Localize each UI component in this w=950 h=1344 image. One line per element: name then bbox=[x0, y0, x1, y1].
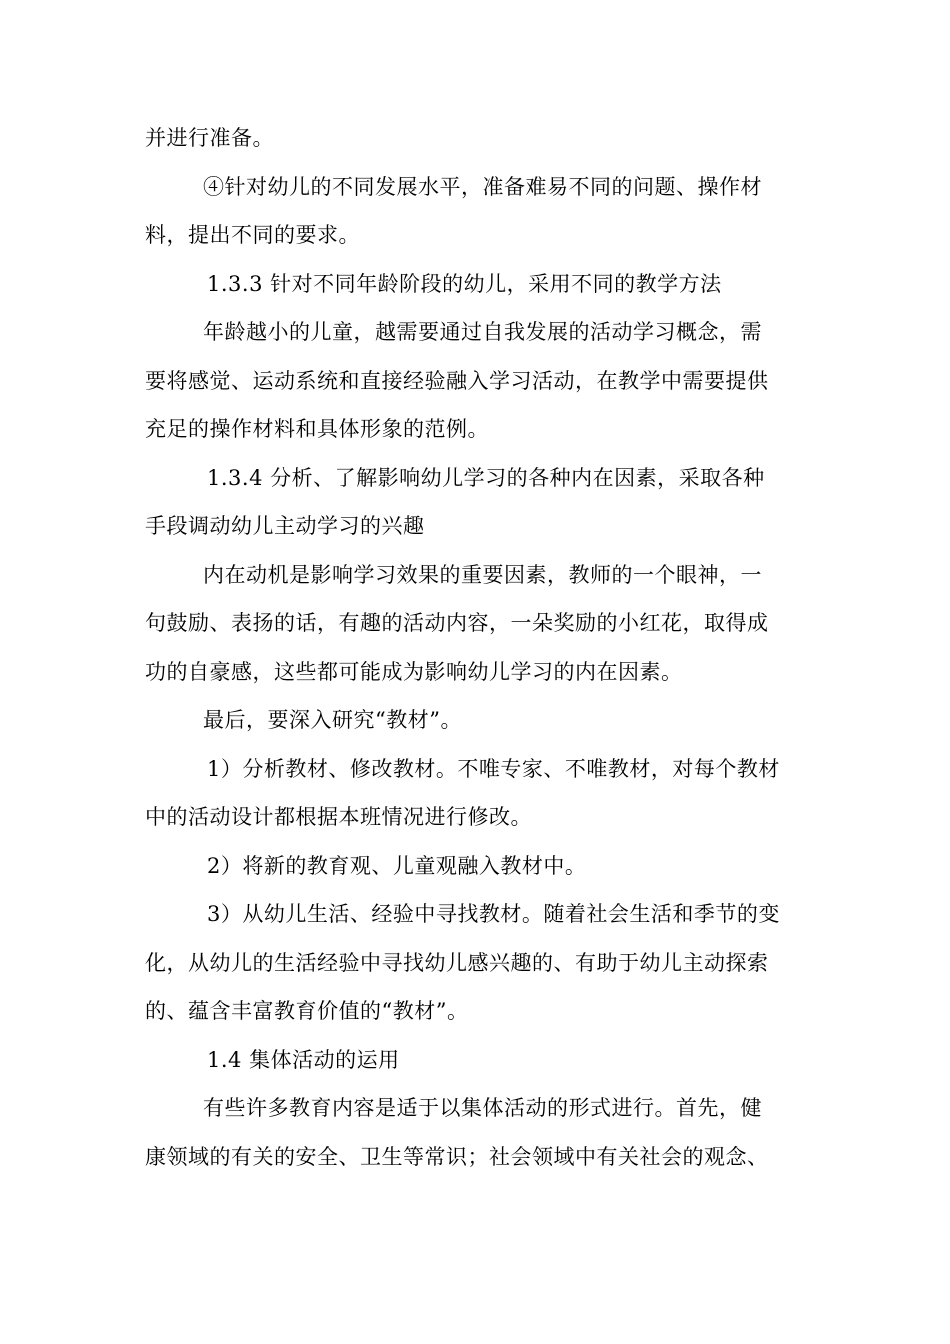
section-heading: 1.3.3 针对不同年龄阶段的幼儿，采用不同的教学方法 bbox=[207, 271, 722, 296]
list-item: 1）分析教材、修改教材。不唯专家、不唯教材，对每个教材 bbox=[207, 756, 780, 781]
paragraph-line: 最后，要深入研究“教材”。 bbox=[203, 708, 462, 732]
list-item-continued: 的、蕴含丰富教育价值的“教材”。 bbox=[145, 999, 469, 1023]
paragraph-line: 料，提出不同的要求。 bbox=[145, 223, 360, 247]
paragraph-line: 内在动机是影响学习效果的重要因素，教师的一个眼神，一 bbox=[203, 562, 762, 587]
paragraph-line: 康领域的有关的安全、卫生等常识；社会领域中有关社会的观念、 bbox=[145, 1144, 769, 1169]
paragraph-line: 功的自豪感，这些都可能成为影响幼儿学习的内在因素。 bbox=[145, 659, 683, 684]
paragraph-line: ④针对幼儿的不同发展水平，准备难易不同的问题、操作材 bbox=[203, 174, 762, 199]
paragraph-line: 并进行准备。 bbox=[145, 126, 274, 150]
list-item: 2）将新的教育观、儿童观融入教材中。 bbox=[207, 853, 587, 878]
section-heading-continued: 手段调动幼儿主动学习的兴趣 bbox=[145, 514, 425, 538]
list-item-continued: 中的活动设计都根据本班情况进行修改。 bbox=[145, 805, 532, 829]
list-item: 3）从幼儿生活、经验中寻找教材。随着社会生活和季节的变 bbox=[207, 902, 780, 926]
paragraph-line: 年龄越小的儿童，越需要通过自我发展的活动学习概念，需 bbox=[203, 320, 762, 344]
paragraph-line: 有些许多教育内容是适于以集体活动的形式进行。首先，健 bbox=[203, 1096, 762, 1120]
document-body bbox=[145, 114, 795, 1181]
section-heading: 1.3.4 分析、了解影响幼儿学习的各种内在因素，采取各种 bbox=[207, 465, 765, 490]
paragraph-line: 充足的操作材料和具体形象的范例。 bbox=[145, 417, 489, 441]
list-item-continued: 化，从幼儿的生活经验中寻找幼儿感兴趣的、有助于幼儿主动探索 bbox=[145, 950, 769, 975]
paragraph-line: 要将感觉、运动系统和直接经验融入学习活动，在教学中需要提供 bbox=[145, 368, 769, 393]
section-heading: 1.4 集体活动的运用 bbox=[207, 1047, 400, 1072]
paragraph-line: 句鼓励、表扬的话，有趣的活动内容，一朵奖励的小红花，取得成 bbox=[145, 611, 769, 635]
